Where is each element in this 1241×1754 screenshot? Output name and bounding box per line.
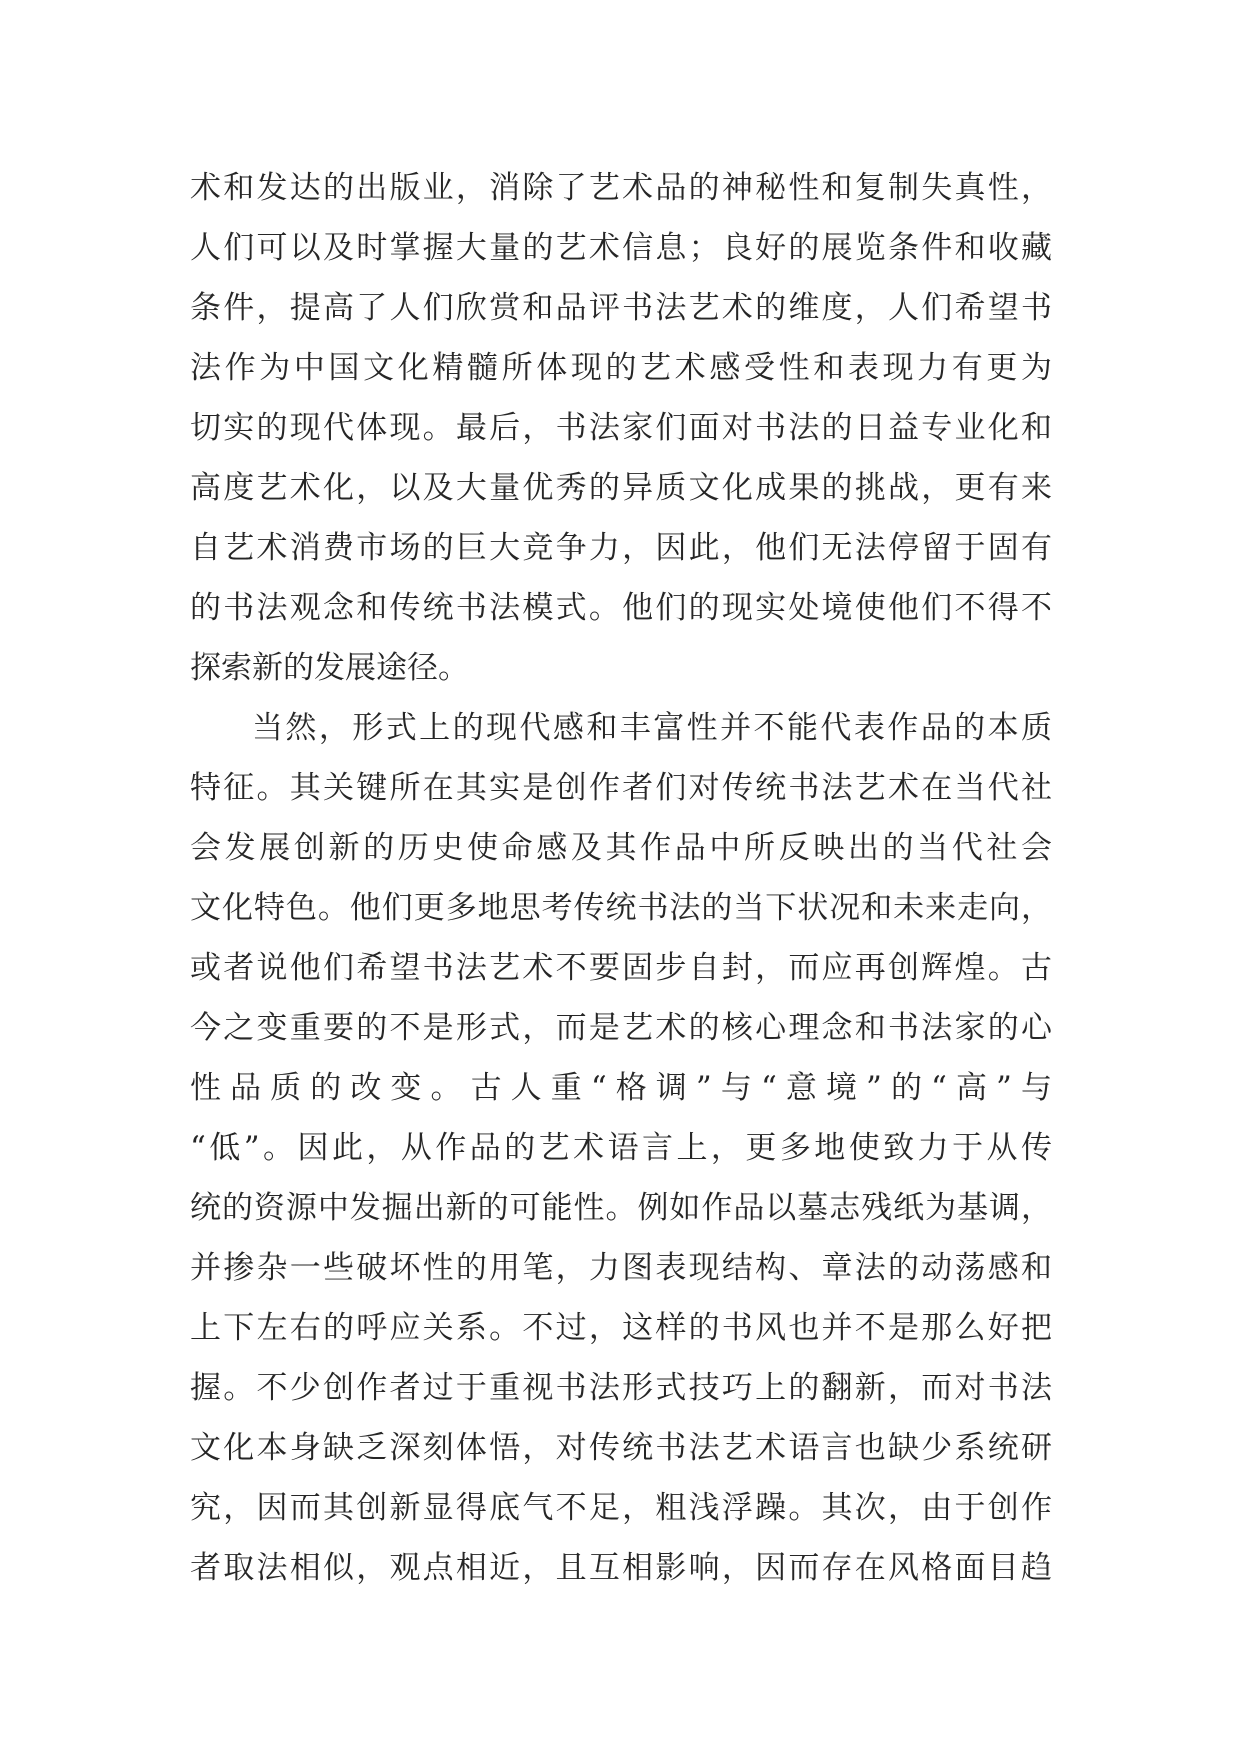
text-line-indented: 当然，形式上的现代感和丰富性并不能代表作品的本质 [252, 710, 1052, 746]
text-line: “低”。因此，从作品的艺术语言上，更多地使致力于从传 [190, 1130, 1052, 1166]
text-line: 的书法观念和传统书法模式。他们的现实处境使他们不得不 [190, 590, 1052, 626]
text-line: 或者说他们希望书法艺术不要固步自封，而应再创辉煌。古 [190, 950, 1052, 986]
text-line: 性品质的改变。古人重“格调”与“意境”的“高”与 [190, 1070, 1052, 1106]
text-line: 握。不少创作者过于重视书法形式技巧上的翻新，而对书法 [190, 1370, 1052, 1406]
text-line: 特征。其关键所在其实是创作者们对传统书法艺术在当代社 [190, 770, 1052, 806]
text-line: 上下左右的呼应关系。不过，这样的书风也并不是那么好把 [190, 1310, 1052, 1346]
text-line: 文化特色。他们更多地思考传统书法的当下状况和未来走向， [190, 890, 1052, 926]
text-line: 高度艺术化，以及大量优秀的异质文化成果的挑战，更有来 [190, 470, 1052, 506]
text-line: 切实的现代体现。最后，书法家们面对书法的日益专业化和 [190, 410, 1052, 446]
text-line: 今之变重要的不是形式，而是艺术的核心理念和书法家的心 [190, 1010, 1052, 1046]
text-line: 者取法相似，观点相近，且互相影响，因而存在风格面目趋 [190, 1550, 1052, 1586]
text-line: 人们可以及时掌握大量的艺术信息；良好的展览条件和收藏 [190, 230, 1052, 266]
text-line: 究，因而其创新显得底气不足，粗浅浮躁。其次，由于创作 [190, 1490, 1052, 1526]
text-line: 术和发达的出版业，消除了艺术品的神秘性和复制失真性， [190, 170, 1052, 206]
text-line: 自艺术消费市场的巨大竞争力，因此，他们无法停留于固有 [190, 530, 1052, 566]
paragraph-2 [190, 698, 1052, 1598]
text-line: 并掺杂一些破坏性的用笔，力图表现结构、章法的动荡感和 [190, 1250, 1052, 1286]
paragraph-1 [190, 158, 1052, 698]
text-line: 法作为中国文化精髓所体现的艺术感受性和表现力有更为 [190, 350, 1052, 386]
text-line: 探索新的发展途径。 [190, 650, 469, 686]
text-line: 文化本身缺乏深刻体悟，对传统书法艺术语言也缺少系统研 [190, 1430, 1052, 1466]
text-line: 会发展创新的历史使命感及其作品中所反映出的当代社会 [190, 830, 1052, 866]
text-line: 条件，提高了人们欣赏和品评书法艺术的维度，人们希望书 [190, 290, 1052, 326]
text-line: 统的资源中发掘出新的可能性。例如作品以墓志残纸为基调， [190, 1190, 1052, 1226]
body-text [190, 158, 1052, 1598]
